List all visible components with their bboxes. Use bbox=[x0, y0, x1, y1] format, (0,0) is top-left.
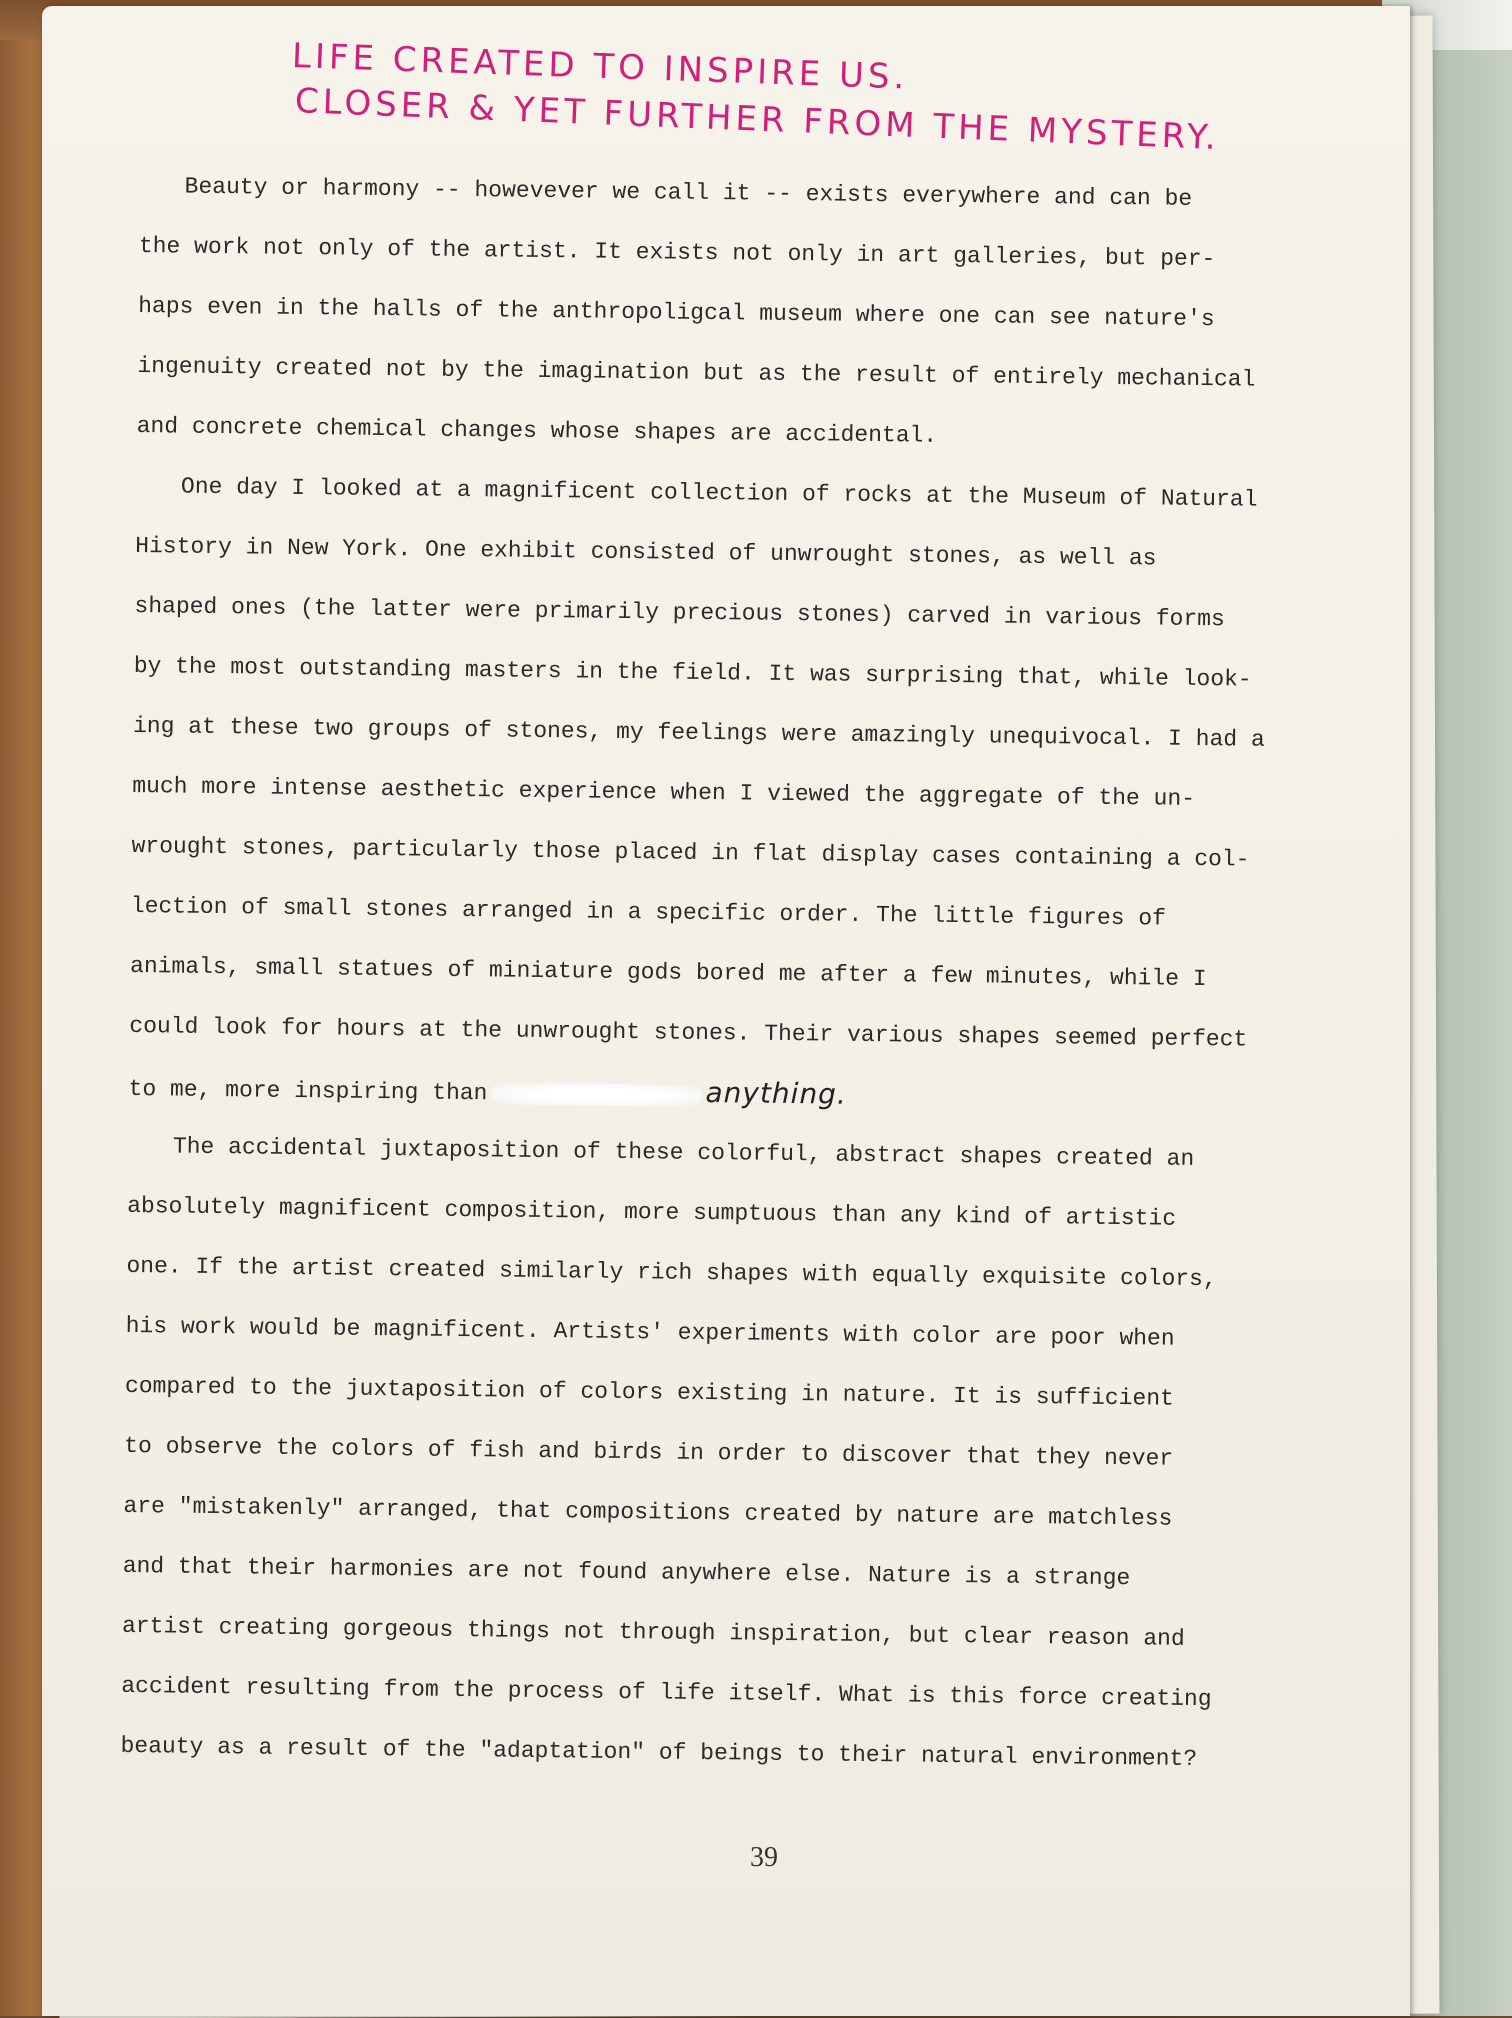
handwritten-annotation-line-1: LIFE CREATED TO INSPIRE US. bbox=[291, 36, 909, 98]
text-line: are "mistakenly" arranged, that compositions created by nature are matchless bbox=[123, 1492, 1173, 1532]
typed-body-text bbox=[120, 156, 1440, 1792]
text-line: accident resulting from the process of life itself. What is this force creating bbox=[121, 1672, 1212, 1713]
text-line: The accidental juxtaposition of these colorful, abstract shapes created an bbox=[172, 1133, 1195, 1172]
text-line-start: to me, more inspiring than bbox=[128, 1075, 488, 1107]
text-line: the work not only of the artist. It exists not only in art galleries, but per- bbox=[138, 232, 1216, 273]
text-line: absolutely magnificent composition, more sumptuous than any kind of artistic bbox=[127, 1192, 1177, 1232]
text-line: to observe the colors of fish and birds in order to discover that they never bbox=[124, 1432, 1174, 1472]
text-line: his work would be magnificent. Artists' experiments with color are poor when bbox=[125, 1312, 1175, 1352]
document-page bbox=[42, 6, 1410, 2016]
text-line: History in New York. One exhibit consisted of unwrought stones, as well as bbox=[135, 532, 1157, 572]
handwritten-insert: anything. bbox=[705, 1075, 848, 1111]
text-line: Beauty or harmony -- howevever we call it -- exists everywhere and can be bbox=[184, 173, 1193, 212]
text-line: ingenuity created not by the imagination but as the result of entirely mechanical bbox=[137, 352, 1256, 393]
text-line: lection of small stones arranged in a specific order. The little figures of bbox=[130, 892, 1167, 932]
text-line: could look for hours at the unwrought stones. Their various shapes seemed perfect bbox=[129, 1012, 1248, 1053]
correction-fluid-mark bbox=[491, 1082, 701, 1107]
text-line: and concrete chemical changes whose shapes are accidental. bbox=[136, 412, 938, 449]
text-line: shaped ones (the latter were primarily precious stones) carved in various forms bbox=[134, 592, 1225, 633]
page-number: 39 bbox=[750, 1842, 778, 1873]
text-line: wrought stones, particularly those placed in flat display cases containing a col- bbox=[131, 832, 1250, 873]
text-line: compared to the juxtaposition of colors existing in nature. It is sufficient bbox=[124, 1372, 1175, 1412]
text-line: by the most outstanding masters in the field. It was surprising that, while look- bbox=[133, 652, 1252, 693]
text-line: beauty as a result of the "adaptation" of beings to their natural environment? bbox=[120, 1732, 1198, 1773]
text-line: much more intense aesthetic experience when I viewed the aggregate of the un- bbox=[132, 772, 1196, 812]
text-line: and that their harmonies are not found anywhere else. Nature is a strange bbox=[122, 1552, 1131, 1592]
text-line: one. If the artist created similarly rich shapes with equally exquisite colors, bbox=[126, 1252, 1217, 1293]
text-line: artist creating gorgeous things not through inspiration, but clear reason and bbox=[121, 1612, 1185, 1652]
text-line: haps even in the halls of the anthropoligcal museum where one can see nature's bbox=[138, 292, 1215, 333]
text-line: One day I looked at a magnificent collection of rocks at the Museum of Natural bbox=[180, 473, 1258, 513]
text-line: animals, small statues of miniature gods bored me after a few minutes, while I bbox=[129, 952, 1207, 993]
handwritten-annotation-line-2: CLOSER & YET FURTHER FROM THE MYSTERY. bbox=[294, 81, 1221, 159]
text-line: ing at these two groups of stones, my feelings were amazingly unequivocal. I had a bbox=[132, 712, 1265, 753]
